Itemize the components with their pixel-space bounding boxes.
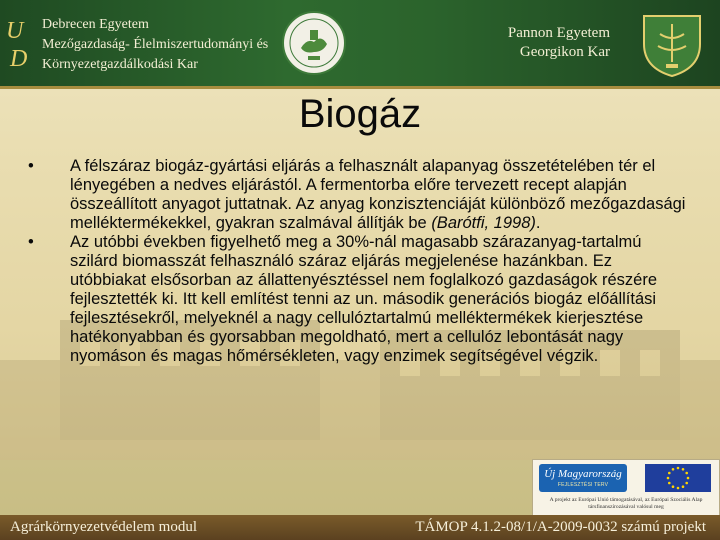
- list-item: [28, 233, 688, 366]
- georgikon-crest-icon: [636, 10, 708, 80]
- uj-magyarorszag-subtext: FEJLESZTÉSI TERV: [557, 482, 609, 488]
- left-university-line2: Mezőgazdaság- Élelmiszertudományi és: [42, 37, 269, 52]
- slide-title: Biogáz: [298, 92, 422, 136]
- right-university-name: [480, 24, 610, 62]
- faculty-seal-icon: [281, 10, 347, 76]
- bullet-icon: •: [28, 233, 34, 251]
- uj-magyarorszag-logo: [539, 464, 627, 492]
- right-university-line2: Georgikon Kar: [519, 44, 610, 60]
- footer-bar: [0, 515, 720, 540]
- citation: (Barótfi, 1998): [431, 214, 536, 232]
- right-university-line1: Pannon Egyetem: [507, 25, 610, 41]
- footer-module-name: Agrárkörnyezetvédelem modul: [10, 519, 198, 535]
- svg-text:U: U: [6, 18, 24, 44]
- eu-funding-box: [532, 459, 720, 523]
- bullet-icon: •: [28, 157, 34, 175]
- bullet-list: [28, 157, 688, 366]
- eu-funding-caption: A projekt az Európai Unió támogatásával, az Európai Szociális Alap társfinanszírozásával valósul meg: [549, 497, 703, 510]
- svg-text:D: D: [10, 46, 28, 70]
- university-logo-icon: [4, 14, 34, 70]
- left-university-name: [42, 15, 282, 75]
- eu-flag-icon: [645, 464, 711, 492]
- header-banner: [0, 0, 720, 86]
- bullet-text: Az utóbbi években figyelhető meg a 30%-nál magasabb szárazanyag-tartalmú szilárd biomasszát felhasználó száraz eljárás megjelenése hazánkban. Ez utóbbiakat elsősorban az állattenyésztéssel nem foglalkozó gazdaságok részére fejlesztették ki. Itt kell említést tenni az un. második generációs biogáz előállítási fejlesztésekről, melyeknél a nagy cellulóztartalmú melléktermékek kierjesztése hatékonyabban és gyorsabban megoldható, mert a cellulóz lebontását nagy nyomáson és magas hőmérsékleten, vagy enzimek segítségével végzik.: [70, 233, 658, 365]
- uj-magyarorszag-text: Új Magyarország: [544, 468, 622, 480]
- footer-project-id: TÁMOP 4.1.2-08/1/A-2009-0032 számú projekt: [415, 519, 706, 535]
- list-item: [28, 157, 688, 233]
- left-university-line3: Környezetgazdálkodási Kar: [42, 57, 198, 72]
- bullet-text-end: .: [535, 214, 541, 232]
- left-university-line1: Debrecen Egyetem: [42, 17, 149, 32]
- bullet-text: A félszáraz biogáz-gyártási eljárás a felhasznált alapanyag összetételében tér el lényegében a nedves eljárástól. A fermentorba előre tervezett recept alapján összeállított anyagot juttatnak. Az anyag konzisztenciáját különböző mezőgazdasági melléktermékekkel, gyakran szalmával állítják be: [70, 157, 686, 232]
- header-divider: [0, 86, 720, 89]
